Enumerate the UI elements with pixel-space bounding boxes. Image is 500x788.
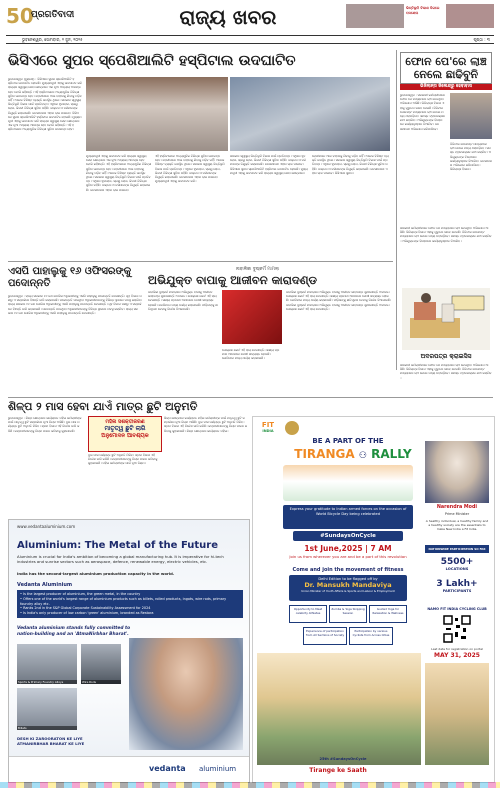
phone-illustration-caption: ଅଦରପତ୍ର କ୍ରାଇସିସ (420, 353, 472, 360)
anniversary-logo: 50 (6, 4, 34, 28)
life-headline: ଅଭିଯୁକ୍ତ ବାପାକୁ ଆଜୀବନ କାରାଦଣ୍ଡ (148, 273, 318, 287)
vedanta-bullets (17, 590, 243, 618)
section-title: ରାଜ୍ୟ ଖବର (179, 5, 277, 29)
lead-body-col3: ଏହି ହସ୍ପିଟାଲରେ ଅତ୍ୟାଧୁନିକ ଚିକିତ୍ସା ସୁବିଧା ଉପଲବ୍ଧ ହେବ। ରୋଗୀମାନେ ଆଉ ବାହାରକୁ ଯିବାକୁ ପଡ଼ିବ ନାହିଁ। ଅନେକ ବିଶିଷ୍ଟ ବ୍ୟକ୍ତି ଉପସ୍ଥିତ ଥିଲେ। ସରକାର ସ୍ୱାସ୍ଥ୍ୟ ଭିତ୍ତିଭୂମି ବିକାଶ ପାଇଁ ପ୍ରତିବଦ୍ଧ। ଏଥିରେ ହୃଦରୋଗ, ସ୍ନାୟୁ ରୋଗ, କିଡନୀ ଚିକିତ୍ସା ସୁବିଧା ରହିଛି। ଡାକ୍ତର ଓ ନର୍ସମାନଙ୍କ ନିଯୁକ୍ତି କରାଯାଇଛି। ଜନସାଧାରଣ ଏହାର ଲାଭ ପାଇବେ। ମୁଖ୍ୟମନ୍ତ୍ରୀ ଏହାକୁ ଉଦଘାଟନ କରି। (155, 154, 225, 184)
vedanta-thumb-3-label: Billets (17, 726, 77, 730)
phone-body-d: ସରକାରୀ କର୍ମଚାରୀମାନେ ଫୋନ ପେ ମାଧ୍ୟମରେ ଲାଞ୍ଚ ନେଉଥିବା ଅଭିଯୋଗ ଆସିଛି। ଭିଜିଲାନ୍ସ ବିଭାଗ ଏହାକୁ ଗୁରୁତର ଭାବେ ନେଇଛି। ଡିଜିଟାଲ ପେମେଣ୍ଟ ମାଧ୍ୟମରେ ଲାଞ୍ଚ ନେଲେ ମଧ୍ୟ ଧରାପଡ଼ିବେ। ସମସ୍ତ ଟ୍ରାନଜାକ୍ସନ ଯାଞ୍ଚ କରାଯିବ। (400, 363, 492, 380)
qr-code-icon[interactable] (443, 615, 471, 643)
vedanta-bullet: • Offers one of the world's largest range of aluminium products such as billets, rolled products, ingots, wire rods, primary foundry alloy etc. (20, 596, 227, 606)
movement-text: Come and join the movement of fitness (292, 567, 404, 573)
vedanta-url: www.vedantaaluminium.com (17, 524, 76, 529)
tirange-ke-saath: Tirange ke Saath (309, 767, 367, 774)
join-us-text: Join us from wherever you are and be a part of this revolution (289, 554, 407, 559)
minister-title: Union Minister of Youth Affairs & Sports and Labour & Employment (301, 589, 395, 593)
vedanta-ad (8, 519, 250, 783)
life-body-a: ନାବାଳିକା ଦୁଷ୍କର୍ମ ମାମଲାରେ ଅଭିଯୁକ୍ତ ବାପାକୁ ଆଜୀବନ କାରାଦଣ୍ଡ ଶୁଣାଇଛନ୍ତି ଅଦାଲତ। ପୋକ୍ସୋ କୋର୍ଟ ଏହି ରାୟ ଦେଇଛନ୍ତି। ସାକ୍ଷ୍ୟ ପ୍ରମାଣ ଆଧାରରେ ଦୋଷୀ ସାବ୍ୟସ୍ତ ହୋଇଛି। ଜୋରିମାନା ମଧ୍ୟ ଧାର୍ଯ୍ୟ କରାଯାଇଛି। ପୀଡ଼ିତାଙ୍କୁ କ୍ଷତିପୂରଣ ଦେବାକୁ ନିର୍ଦ୍ଦେଶ ଦିଆଯାଇଛି। (148, 290, 218, 311)
cyclists-side-photo (425, 663, 489, 765)
divider-right-column (396, 50, 397, 370)
life-story-illustration (222, 290, 282, 344)
industry-body-b: ଦୁଇ ମାସ ପର୍ଯ୍ୟନ୍ତ ଛୁଟି ଅନୁମତି ମିଳିବ। ଶ୍ରମ ବିଭାଗ ଏହି ନିର୍ଦ୍ଦେଶ ଜାରି କରିଛି। କମ୍ପାନୀମାନଙ୍କୁ ନିୟମ ପାଳନ କରିବାକୁ କୁହାଯାଇଛି। ମହିଳା କର୍ମଚାରୀଙ୍କ ପାଇଁ ନୂଆ ନିୟମ। (88, 453, 158, 466)
vedanta-sub: Vedanta Aluminium (17, 582, 73, 588)
date-line: ଭୁବନେଶ୍ୱର, ସୋମବାର, ୨ ଜୁନ, ୨୦୨୫ (22, 37, 83, 42)
locations-count: 5500+ (440, 557, 474, 567)
vedanta-model-photo (129, 638, 243, 750)
vedanta-logo: vedanta (149, 764, 186, 773)
feature-box-4: Experience of participation from All Sections of Society (303, 627, 347, 645)
top-right-photo (346, 4, 404, 28)
registration-bar (0, 782, 500, 788)
locations-label: LOCATIONS (445, 567, 469, 571)
participants-count: 3 Lakh+ (436, 579, 478, 589)
phone-story-photo (450, 93, 492, 139)
phone-body-a: ଭୁବନେଶ୍ୱର : ସରକାରୀ କର୍ମଚାରୀମାନେ ଫୋନ ପେ ମାଧ୍ୟମରେ ଲାଞ୍ଚ ନେଉଥିବା ଅଭିଯୋଗ ଆସିଛି। ଭିଜିଲାନ୍ସ ବିଭାଗ ଏହାକୁ ଗୁରୁତର ଭାବେ ନେଇଛି। ଡିଜିଟାଲ ପେମେଣ୍ଟ ମାଧ୍ୟମରେ ଲାଞ୍ଚ ନେଲେ ମଧ୍ୟ ଧରାପଡ଼ିବେ। ସମସ୍ତ ଟ୍ରାନଜାକ୍ସନ ଯାଞ୍ଚ କରାଯିବ। ଅଭିଯୁକ୍ତଙ୍କ ବିରୋଧରେ କାର୍ଯ୍ୟାନୁଷ୍ଠାନ ନିଆଯିବ। ଜନସାଧାରଣ ଅଭିଯୋଗ କରିପାରିବେ। (400, 93, 445, 131)
lead-headline: ଭିସିଏରେ ସୁପର ସ୍ପେଶିଆଲିଟି ହସ୍ପିଟାଲ ଉଦଘାଟିତ (8, 53, 296, 69)
vedanta-thumb-3 (17, 688, 77, 730)
minister-box (289, 575, 407, 601)
vedanta-para2: India has the second-largest aluminium production capacity in the world. (17, 571, 175, 576)
feature-box-1: Opportunity to Meet celebrity Athletes (289, 605, 327, 623)
locations-stat (425, 557, 489, 571)
vedanta-para1: Aluminium is crucial for India's ambition of becoming a global manufacturing hub. It is imperative for hi-tech industries and sunrise sectors such as aerospace, defence, renewable energy, electric vehicles, etc. (17, 554, 224, 564)
vedanta-logo-2: aluminium (199, 765, 237, 773)
tiranga-rally-title (283, 447, 423, 461)
phone-body-c: ସରକାରୀ କର୍ମଚାରୀମାନେ ଫୋନ ପେ ମାଧ୍ୟମରେ ଲାଞ୍ଚ ନେଉଥିବା ଅଭିଯୋଗ ଆସିଛି। ଭିଜିଲାନ୍ସ ବିଭାଗ ଏହାକୁ ଗୁରୁତର ଭାବେ ନେଇଛି। ଡିଜିଟାଲ ପେମେଣ୍ଟ ମାଧ୍ୟମରେ ଲାଞ୍ଚ ନେଲେ ମଧ୍ୟ ଧରାପଡ଼ିବେ। ସମସ୍ତ ଟ୍ରାନଜାକ୍ସନ ଯାଞ୍ଚ କରାଯିବ। ଅଭିଯୁକ୍ତଙ୍କ ବିରୋଧରେ କାର୍ଯ୍ୟାନୁଷ୍ଠାନ ନିଆଯିବ। (400, 226, 492, 243)
fitindia-ad (252, 416, 495, 783)
ministry-emblem (285, 421, 299, 435)
last-date-label: Last date for registration on portal (431, 647, 483, 651)
event-date: 1st June,2025 | 7 AM (304, 544, 392, 553)
vedanta-brand-bar (9, 756, 249, 783)
last-date: MAY 31, 2025 (434, 652, 480, 659)
lead-body-col2: ମୁଖ୍ୟମନ୍ତ୍ରୀ ଏହାକୁ ଉଦଘାଟନ କରି ରାଜ୍ୟର ସ୍ୱାସ୍ଥ୍ୟ ସେବା କ୍ଷେତ୍ରରେ ଏକ ନୂଆ ଅଧ୍ୟାୟ ଆରମ୍ଭ ହେବ ବୋଲି କହିଛନ୍ତି। ଏହି ହସ୍ପିଟାଲରେ ଅତ୍ୟାଧୁନିକ ଚିକିତ୍ସା ସୁବିଧା ଉପଲବ୍ଧ ହେବ। ରୋଗୀମାନେ ଆଉ ବାହାରକୁ ଯିବାକୁ ପଡ଼ିବ ନାହିଁ। ଅନେକ ବିଶିଷ୍ଟ ବ୍ୟକ୍ତି ଉପସ୍ଥିତ ଥିଲେ। ସରକାର ସ୍ୱାସ୍ଥ୍ୟ ଭିତ୍ତିଭୂମି ବିକାଶ ପାଇଁ ପ୍ରତିବଦ୍ଧ। ଏଥିରେ ହୃଦରୋଗ, ସ୍ନାୟୁ ରୋଗ, କିଡନୀ ଚିକିତ୍ସା ସୁବିଧା ରହିଛି। ଡାକ୍ତର ଓ ନର୍ସମାନଙ୍କ ନିଯୁକ୍ତି କରାଯାଇଛି। ଜନସାଧାରଣ ଏହାର ଲାଭ ପାଇବେ। (86, 154, 152, 192)
inset-ad-line3: ଅନୁମୋଦନ ଆବଶ୍ୟକ (101, 433, 149, 439)
hashtag-25: 25th #SundaysOnCycle (319, 757, 367, 761)
life-body-c: ନାବାଳିକା ଦୁଷ୍କର୍ମ ମାମଲାରେ ଅଭିଯୁକ୍ତ ବାପାକୁ ଆଜୀବନ କାରାଦଣ୍ଡ ଶୁଣାଇଛନ୍ତି ଅଦାଲତ। ପୋକ୍ସୋ କୋର୍ଟ ଏହି ରାୟ ଦେଇଛନ୍ତି। ସାକ୍ଷ୍ୟ ପ୍ରମାଣ ଆଧାରରେ ଦୋଷୀ ସାବ୍ୟସ୍ତ ହୋଇଛି। ଜୋରିମାନା ମଧ୍ୟ ଧାର୍ଯ୍ୟ କରାଯାଇଛି। ପୀଡ଼ିତାଙ୍କୁ କ୍ଷତିପୂରଣ ଦେବାକୁ ନିର୍ଦ୍ଦେଶ ଦିଆଯାଇଛି। ନାବାଳିକା ଦୁଷ୍କର୍ମ ମାମଲାରେ ଅଭିଯୁକ୍ତ ବାପାକୁ ଆଜୀବନ କାରାଦଣ୍ଡ ଶୁଣାଇଛନ୍ତି ଅଦାଲତ। ପୋକ୍ସୋ କୋର୍ଟ ଏହି ରାୟ ଦେଇଛନ୍ତି। (286, 290, 392, 311)
fit-india-logo (257, 421, 279, 435)
feature-box-3: Guided Yoga for Relaxation & Wellness (369, 605, 407, 623)
life-kicker: ନାବାଳିକା ଦୁଷ୍କର୍ମ ମାମଲା (236, 267, 280, 272)
inset-ad (88, 416, 162, 452)
gratitude-box: Express your gratitude to Indian armed forces on the occasion of World Bicycle Day being celebrated (283, 505, 413, 529)
phone-subhead: ଭିଜିଲାନ୍ସ ଜିଲେନ୍ଦ୍ରୁ ହେବାବାସ (400, 84, 492, 90)
pm-title: Prime Minister (444, 512, 470, 516)
vedanta-bullet: • Is India's only producer of low carbon 'green' aluminium, branded as Restora (20, 611, 154, 616)
masthead (6, 4, 494, 34)
phone-headline: ଫୋନ ପେ'ରେ ଲାଞ୍ଚ ନେଲେ ଛାଢିବୁନି (400, 52, 492, 84)
paper-name: ପ୍ରଗତିବାଦୀ (31, 10, 75, 20)
vedanta-thumb-2-label: Wire Rods (81, 680, 121, 684)
india-logo-text: INDIA (262, 429, 274, 433)
government-office-illustration (402, 288, 490, 350)
industry-body-c: ଶିଳ୍ପ କ୍ଷେତ୍ରରେ କାର୍ଯ୍ୟରତ ମହିଳା କର୍ମଚାରୀଙ୍କ ପାଇଁ ମାତୃତ୍ୱ ଛୁଟି ସମ୍ପର୍କରେ ନୂଆ ନିୟମ ଆସିଛି। ଦୁଇ ମାସ ପର୍ଯ୍ୟନ୍ତ ଛୁଟି ଅନୁମତି ମିଳିବ। ଶ୍ରମ ବିଭାଗ ଏହି ନିର୍ଦ୍ଦେଶ ଜାରି କରିଛି। କମ୍ପାନୀମାନଙ୍କୁ ନିୟମ ପାଳନ କରିବାକୁ କୁହାଯାଇଛି। ଶିଳ୍ପ କ୍ଷେତ୍ରରେ କାର୍ଯ୍ୟରତ ମହିଳା। (164, 416, 248, 433)
phone-body-b: ଡିଜିଟାଲ ପେମେଣ୍ଟ ମାଧ୍ୟମରେ ଲାଞ୍ଚ ନେଲେ ମଧ୍ୟ ଧରାପଡ଼ିବେ। ସମସ୍ତ ଟ୍ରାନଜାକ୍ସନ ଯାଞ୍ଚ କରାଯିବ। ଅଭିଯୁକ୍ତଙ୍କ ବିରୋଧରେ କାର୍ଯ୍ୟାନୁଷ୍ଠାନ ନିଆଯିବ। ଜନସାଧାରଣ ଅଭିଯୋଗ କରିପାରିବେ। ଭିଜିଲାନ୍ସ ବିଭାଗ। (450, 142, 492, 172)
lead-photo-right (230, 77, 390, 151)
minister-name: Dr. Mansukh Mandaviya (304, 581, 392, 589)
pm-name: Narendra Modi (436, 505, 478, 510)
lead-photo-left (86, 77, 228, 151)
vedanta-thumb-2 (81, 644, 121, 684)
participants-label: PARTICIPANTS (442, 589, 472, 593)
pm-photo (425, 441, 489, 503)
tiranga-word: TIRANGA (294, 447, 355, 461)
vedanta-tag-1: DESH KI ZAROORATON KE LIYE (17, 736, 83, 741)
inset-ad-line2: ମାତୃତ୍ୱ ଛୁଟି ଲାଗି (104, 425, 146, 432)
participants-stat (425, 579, 489, 593)
be-part-of: BE A PART OF THE (312, 437, 384, 445)
cyclists-crowd-photo (257, 653, 421, 765)
pm-quote: A healthy individual, a healthy family and a healthy society are the essentials to make New India a Fit India. (425, 519, 489, 531)
life-body-b: ପୋକ୍ସୋ କୋର୍ଟ ଏହି ରାୟ ଦେଇଛନ୍ତି। ସାକ୍ଷ୍ୟ ପ୍ରମାଣ ଆଧାରରେ ଦୋଷୀ ସାବ୍ୟସ୍ତ ହୋଇଛି। ଜୋରିମାନା ମଧ୍ୟ ଧାର୍ଯ୍ୟ କରାଯାଇଛି। (222, 348, 280, 361)
cycling-club-title: NAMO FIT INDIA CYCLING CLUB (427, 607, 487, 611)
vedanta-bullet: • Is the largest producer of aluminium, the green metal, in the country (20, 592, 141, 596)
industry-headline: ଶିଳ୍ପ ୨ ମାସ ହେବା ଯାଏଁ ମାତ୍ର ଛୁଟି ଅନୁମତି (8, 400, 198, 413)
top-right-photo-2 (446, 4, 494, 28)
fit-logo-text: FIT (261, 421, 275, 429)
industry-body-a: ଭୁବନେଶ୍ୱର : ଶିଳ୍ପ କ୍ଷେତ୍ରରେ କାର୍ଯ୍ୟରତ ମହିଳା କର୍ମଚାରୀଙ୍କ ପାଇଁ ମାତୃତ୍ୱ ଛୁଟି ସମ୍ପର୍କରେ ନୂଆ ନିୟମ ଆସିଛି। ଦୁଇ ମାସ ପର୍ଯ୍ୟନ୍ତ ଛୁଟି ଅନୁମତି ମିଳିବ। ଶ୍ରମ ବିଭାଗ ଏହି ନିର୍ଦ୍ଦେଶ ଜାରି କରିଛି। କମ୍ପାନୀମାନଙ୍କୁ ନିୟମ ପାଳନ କରିବାକୁ କୁହାଯାଇଛି। (8, 416, 82, 433)
flag-off-text: Delhi Edition to be flagged off by (318, 577, 378, 581)
lead-body-col4: ସରକାର ସ୍ୱାସ୍ଥ୍ୟ ଭିତ୍ତିଭୂମି ବିକାଶ ପାଇଁ ପ୍ରତିବଦ୍ଧ। ଏଥିରେ ହୃଦରୋଗ, ସ୍ନାୟୁ ରୋଗ, କିଡନୀ ଚିକିତ୍ସା ସୁବିଧା ରହିଛି। ଡାକ୍ତର ଓ ନର୍ସମାନଙ୍କ ନିଯୁକ୍ତି କରାଯାଇଛି। ଜନସାଧାରଣ ଏହାର ଲାଭ ପାଇବେ। ଭିସିଏରେ ସୁପର ସ୍ପେଶିଆଲିଟି ହସ୍ପିଟାଲ ଉଦଘାଟିତ ହୋଇଛି। ମୁଖ୍ୟମନ୍ତ୍ରୀ ଏହାକୁ ଉଦଘାଟନ କରି ରାଜ୍ୟର ସ୍ୱାସ୍ଥ୍ୟ ସେବା କ୍ଷେତ୍ରରେ। (230, 154, 308, 175)
hashtag-banner: #SundaysOnCycle (293, 531, 403, 541)
vedanta-tag-2: ATMANIRBHAR BHARAT KE LIYE (17, 741, 85, 746)
lead-body-col5: ରୋଗୀମାନେ ଆଉ ବାହାରକୁ ଯିବାକୁ ପଡ଼ିବ ନାହିଁ। ଅନେକ ବିଶିଷ୍ଟ ବ୍ୟକ୍ତି ଉପସ୍ଥିତ ଥିଲେ। ସରକାର ସ୍ୱାସ୍ଥ୍ୟ ଭିତ୍ତିଭୂମି ବିକାଶ ପାଇଁ ପ୍ରତିବଦ୍ଧ। ଏଥିରେ ହୃଦରୋଗ, ସ୍ନାୟୁ ରୋଗ, କିଡନୀ ଚିକିତ୍ସା ସୁବିଧା ରହିଛି। ଡାକ୍ତର ଓ ନର୍ସମାନଙ୍କ ନିଯୁକ୍ତି କରାଯାଇଛି। ଜନସାଧାରଣ ଏହାର ଲାଭ ପାଇବେ। ଭିସିଏରେ ସୁପର। (312, 154, 389, 175)
page-number: ପୃଷ୍ଠା : ୩ (473, 37, 490, 42)
date-bar (6, 35, 494, 44)
sp-body: ଭୁବନେଶ୍ୱର : ରାଜ୍ୟ ସରକାର ୧୬ ଜଣ ପୋଲିସ ଅଧିକାରୀଙ୍କୁ ଏସପି ପାହାଲୁକୁ ପଦୋନ୍ନତି ଦେଇଛନ୍ତି। ଗୃହ ବିଭାଗ ପକ୍ଷରୁ ଏ ସମ୍ପର୍କରେ ବିଜ୍ଞପ୍ତି ଜାରି କରାଯାଇଛି। ପଦୋନ୍ନତି ପାଇଥିବା ଅଧିକାରୀମାନଙ୍କୁ ବିଭିନ୍ନ ସ୍ଥାନରେ ପଦସ୍ଥ କରାଯିବ। ରାଜ୍ୟ ସରକାର ୧୬ ଜଣ ପୋଲିସ ଅଧିକାରୀଙ୍କୁ ଏସପି ପାହାଲୁକୁ ପଦୋନ୍ନତି ଦେଇଛନ୍ତି। ଗୃହ ବିଭାଗ ପକ୍ଷରୁ ଏ ସମ୍ପର୍କରେ ବିଜ୍ଞପ୍ତି ଜାରି କରାଯାଇଛି। ପଦୋନ୍ନତି ପାଇଥିବା ଅଧିକାରୀମାନଙ୍କୁ ବିଭିନ୍ନ ସ୍ଥାନରେ ପଦସ୍ଥ କରାଯିବ। ରାଜ୍ୟ ସରକାର ୧୬ ଜଣ ପୋଲିସ ଅଧିକାରୀଙ୍କୁ ଏସପି ପାହାଲୁକୁ ପଦୋନ୍ନତି ଦେଇଛନ୍ତି। (8, 294, 143, 315)
sp-headline: ଏସପି ପାହାଲୁକୁ ୧୬ ଓଫିସରଙ୍କୁ ପଦୋନ୍ନତି (8, 266, 132, 289)
lead-body-col1: ଭୁବନେଶ୍ୱର (ବ୍ୟୁରୋ) : ଭିସିଏରେ ସୁପର ସ୍ପେଶିଆଲିଟି ହସ୍ପିଟାଲ ଉଦଘାଟିତ ହୋଇଛି। ମୁଖ୍ୟମନ୍ତ୍ରୀ ଏହାକୁ ଉଦଘାଟନ କରି ରାଜ୍ୟର ସ୍ୱାସ୍ଥ୍ୟ ସେବା କ୍ଷେତ୍ରରେ ଏକ ନୂଆ ଅଧ୍ୟାୟ ଆରମ୍ଭ ହେବ ବୋଲି କହିଛନ୍ତି। ଏହି ହସ୍ପିଟାଲରେ ଅତ୍ୟାଧୁନିକ ଚିକିତ୍ସା ସୁବିଧା ଉପଲବ୍ଧ ହେବ। ରୋଗୀମାନେ ଆଉ ବାହାରକୁ ଯିବାକୁ ପଡ଼ିବ ନାହିଁ। ଅନେକ ବିଶିଷ୍ଟ ବ୍ୟକ୍ତି ଉପସ୍ଥିତ ଥିଲେ। ସରକାର ସ୍ୱାସ୍ଥ୍ୟ ଭିତ୍ତିଭୂମି ବିକାଶ ପାଇଁ ପ୍ରତିବଦ୍ଧ। ଏଥିରେ ହୃଦରୋଗ, ସ୍ନାୟୁ ରୋଗ, କିଡନୀ ଚିକିତ୍ସା ସୁବିଧା ରହିଛି। ଡାକ୍ତର ଓ ନର୍ସମାନଙ୍କ ନିଯୁକ୍ତି କରାଯାଇଛି। ଜନସାଧାରଣ ଏହାର ଲାଭ ପାଇବେ। ଭିସିଏରେ ସୁପର ସ୍ପେଶିଆଲିଟି ହସ୍ପିଟାଲ ଉଦଘାଟିତ ହୋଇଛି। ମୁଖ୍ୟମନ୍ତ୍ରୀ ଏହାକୁ ଉଦଘାଟନ କରି ରାଜ୍ୟର ସ୍ୱାସ୍ଥ୍ୟ ସେବା କ୍ଷେତ୍ରରେ ଏକ ନୂଆ ଅଧ୍ୟାୟ ଆରମ୍ଭ ହେବ ବୋଲି କହିଛନ୍ତି। ଏହି ହସ୍ପିଟାଲରେ ଅତ୍ୟାଧୁନିକ ଚିକିତ୍ସା ସୁବିଧା ଉପଲବ୍ଧ ହେବ। (8, 77, 82, 132)
vedanta-thumb-1-label: Sports & Primary Foundry Alloys (17, 680, 77, 684)
nationwide-label: NATIONWIDE PARTICIPATION SO FAR (425, 545, 489, 553)
divider-mid (8, 397, 493, 398)
rally-word: RALLY (371, 447, 412, 461)
vedanta-commitment: Vedanta aluminium stands fully committed to nation-building and an 'AtmaNirbhar Bharat'. (17, 626, 131, 637)
inset-ad-line1: ମହିଳା ସଶକ୍ତୀକରଣ (105, 419, 145, 425)
vedanta-thumb-1 (17, 644, 77, 684)
vedanta-tagline (17, 736, 123, 746)
cyclist-illustration (283, 465, 413, 501)
vedanta-headline: Aluminium: The Metal of the Future (17, 540, 219, 551)
feature-boxes (289, 605, 407, 649)
cycle-icon: ⚇ (358, 451, 367, 461)
vedanta-bullet: • Ranks 2nd in the S&P Global Corporate Sustainability Assessment for 2024 (20, 606, 151, 611)
divider-lead-bottom (8, 261, 393, 262)
top-right-caption: ଭିତ୍ତିଭୂମି ବିକାଶ ଦିଗରେ ପଦକ୍ଷେପ (406, 6, 440, 15)
feature-box-5: Participation by various Cyclists from Across Cities (349, 627, 393, 645)
feature-box-2: Zumba & Yoga Skipping Session (329, 605, 367, 623)
